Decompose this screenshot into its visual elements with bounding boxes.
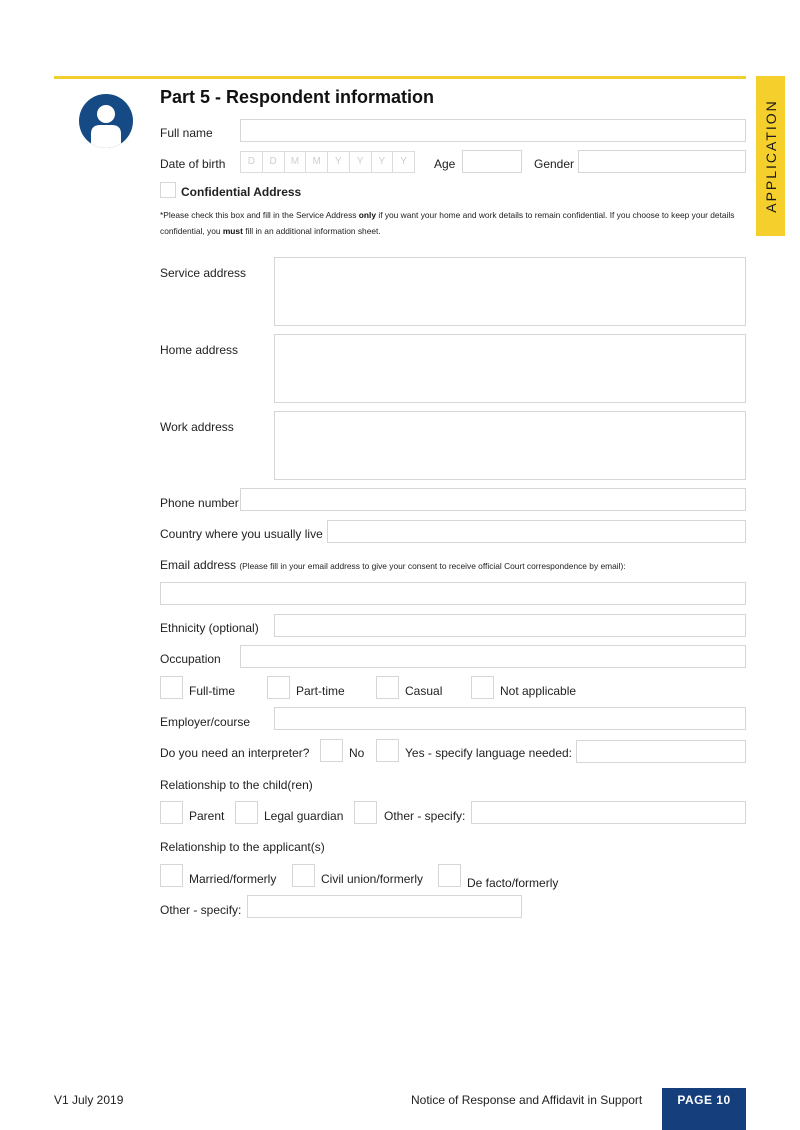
side-tab-label: APPLICATION	[762, 99, 779, 213]
gender-label: Gender	[534, 157, 575, 171]
children-other-checkbox[interactable]	[354, 801, 377, 824]
interpreter-label: Do you need an interpreter?	[160, 746, 310, 760]
ethnicity-input[interactable]	[274, 614, 746, 637]
legal-guardian-checkbox[interactable]	[235, 801, 258, 824]
interpreter-yes-label: Yes - specify language needed:	[405, 746, 573, 760]
de-facto-label: De facto/formerly	[467, 876, 559, 890]
ethnicity-label: Ethnicity (optional)	[160, 621, 259, 635]
full-name-label: Full name	[160, 126, 213, 140]
occupation-input[interactable]	[240, 645, 746, 668]
interpreter-no-label: No	[349, 746, 365, 760]
work-address-input[interactable]	[274, 411, 746, 480]
dob-cell-year[interactable]: Y	[392, 151, 415, 173]
not-applicable-label: Not applicable	[500, 684, 577, 698]
footer-version: V1 July 2019	[54, 1093, 124, 1107]
relationship-children-label: Relationship to the child(ren)	[160, 778, 313, 792]
parent-checkbox[interactable]	[160, 801, 183, 824]
dob-cell-year[interactable]: Y	[371, 151, 394, 173]
children-other-input[interactable]	[471, 801, 746, 824]
other-specify-label: Other - specify:	[160, 903, 242, 917]
full-time-checkbox[interactable]	[160, 676, 183, 699]
interpreter-yes-checkbox[interactable]	[376, 739, 399, 762]
civil-union-checkbox[interactable]	[292, 864, 315, 887]
email-input[interactable]	[160, 582, 746, 605]
civil-union-label: Civil union/formerly	[321, 872, 424, 886]
full-time-label: Full-time	[189, 684, 236, 698]
part-time-label: Part-time	[296, 684, 345, 698]
part-time-checkbox[interactable]	[267, 676, 290, 699]
dob-cell-day[interactable]: D	[240, 151, 263, 173]
gender-input[interactable]	[578, 150, 746, 173]
home-address-label: Home address	[160, 343, 239, 357]
phone-number-label: Phone number	[160, 496, 239, 510]
casual-label: Casual	[405, 684, 443, 698]
confidential-address-label: Confidential Address	[181, 185, 302, 199]
interpreter-no-checkbox[interactable]	[320, 739, 343, 762]
dob-label: Date of birth	[160, 157, 226, 171]
side-tab-application	[756, 76, 785, 236]
section-title: Part 5 - Respondent information	[160, 87, 435, 107]
service-address-label: Service address	[160, 266, 247, 280]
dob-input[interactable]	[241, 151, 415, 173]
occupation-label: Occupation	[160, 652, 221, 666]
de-facto-checkbox[interactable]	[438, 864, 461, 887]
footer-doc-title: Notice of Response and Affidavit in Support	[411, 1093, 643, 1107]
other-specify-input[interactable]	[247, 895, 522, 918]
age-input[interactable]	[462, 150, 522, 173]
person-avatar-icon	[79, 94, 133, 148]
phone-number-input[interactable]	[240, 488, 746, 511]
confidential-address-checkbox[interactable]	[160, 182, 176, 198]
header-rule	[54, 76, 746, 79]
page-number: PAGE 10	[662, 1088, 746, 1130]
parent-label: Parent	[189, 809, 225, 823]
legal-guardian-label: Legal guardian	[264, 809, 344, 823]
casual-checkbox[interactable]	[376, 676, 399, 699]
not-applicable-checkbox[interactable]	[471, 676, 494, 699]
home-address-input[interactable]	[274, 334, 746, 403]
dob-cell-day[interactable]: D	[262, 151, 285, 173]
employer-input[interactable]	[274, 707, 746, 730]
interpreter-language-input[interactable]	[576, 740, 746, 763]
relationship-applicants-label: Relationship to the applicant(s)	[160, 840, 325, 854]
service-address-input[interactable]	[274, 257, 746, 326]
dob-cell-year[interactable]: Y	[327, 151, 350, 173]
married-label: Married/formerly	[189, 872, 277, 886]
age-label: Age	[434, 157, 456, 171]
dob-cell-year[interactable]: Y	[349, 151, 372, 173]
email-label: Email address (Please fill in your email address to give your consent to receive official Court correspondence by email):	[160, 558, 626, 572]
married-checkbox[interactable]	[160, 864, 183, 887]
work-address-label: Work address	[160, 420, 234, 434]
confidential-note: *Please check this box and fill in the Service Address only if you want your home and work details to remain confidential. If you choose to keep your details confidential, you must fill in an additional information sheet.	[160, 210, 735, 236]
employer-label: Employer/course	[160, 715, 251, 729]
dob-cell-month[interactable]: M	[284, 151, 307, 173]
dob-cell-month[interactable]: M	[305, 151, 328, 173]
country-input[interactable]	[327, 520, 746, 543]
children-other-label: Other - specify:	[384, 809, 466, 823]
full-name-input[interactable]	[240, 119, 746, 142]
country-label: Country where you usually live	[160, 527, 323, 541]
